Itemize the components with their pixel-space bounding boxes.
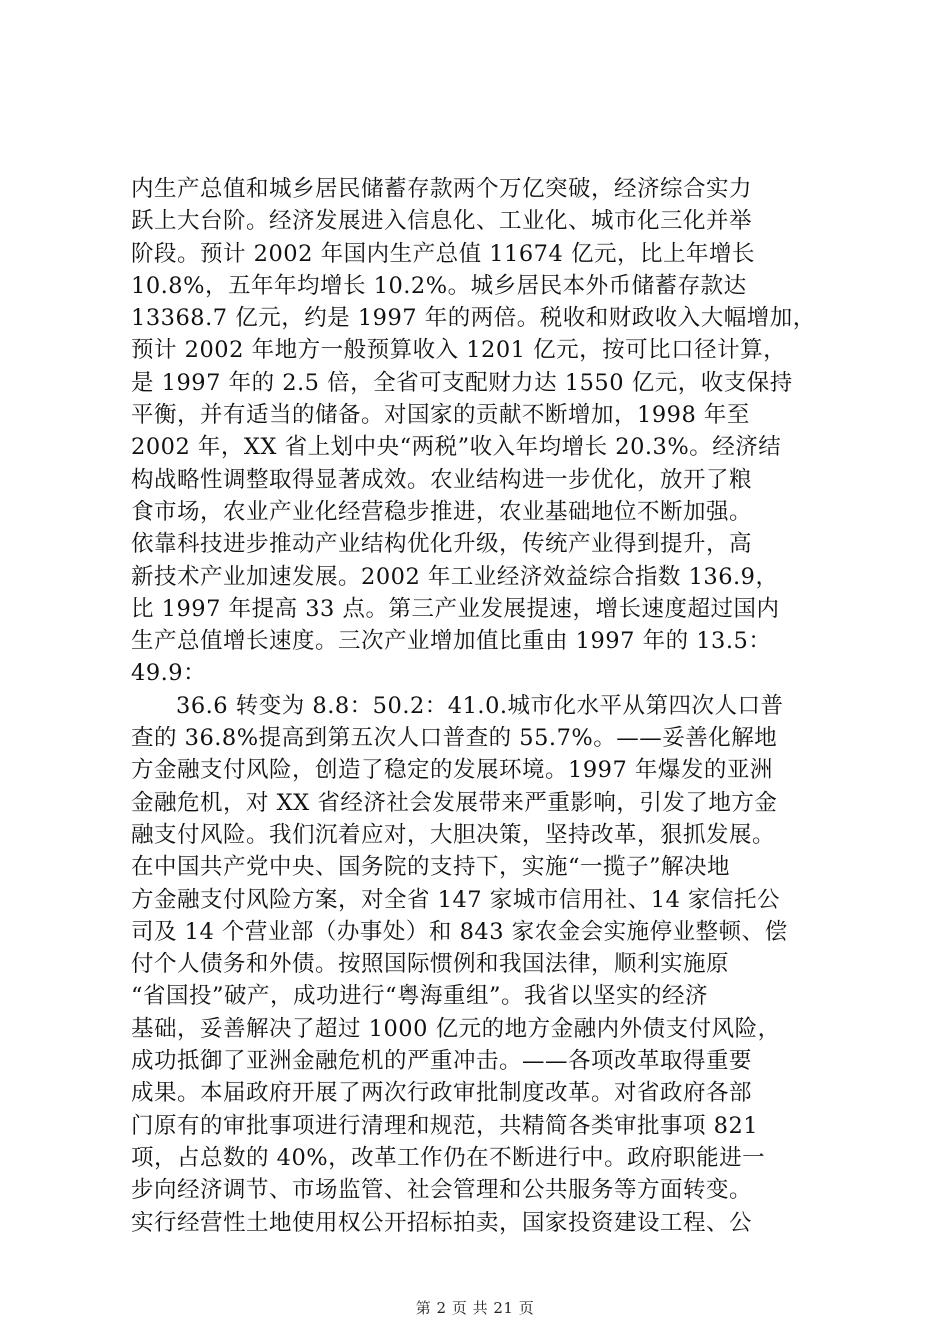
text-line: 2002 年，XX 省上划中央“两税”收入年均增长 20.3%。经济结 — [131, 434, 782, 461]
text-line: 方金融支付风险，创造了稳定的发展环境。1997 年爆发的亚洲 — [131, 757, 773, 784]
text-line: 金融危机，对 XX 省经济社会发展带来严重影响，引发了地方金 — [131, 789, 778, 816]
text-line: 阶段。预计 2002 年国内生产总值 11674 亿元，比上年增长 — [131, 240, 755, 267]
text-line: 预计 2002 年地方一般预算收入 1201 亿元，按可比口径计算， — [131, 337, 787, 364]
text-line: “省国投”破产，成功进行“粤海重组”。我省以坚实的经济 — [131, 983, 709, 1010]
text-line: 平衡，并有适当的储备。对国家的贡献不断增加，1998 年至 — [131, 402, 750, 429]
text-line: 新技术产业加速发展。2002 年工业经济效益综合指数 136.9， — [131, 563, 779, 590]
page-footer: 第 2 页 共 21 页 — [415, 1299, 535, 1317]
text-line: 门原有的审批事项进行清理和规范，共精简各类审批事项 821 — [131, 1112, 759, 1139]
text-line: 食市场，农业产业化经营稳步推进，农业基础地位不断加强。 — [131, 498, 753, 525]
text-line: 依靠科技进步推动产业结构优化升级，传统产业得到提升，高 — [131, 531, 753, 558]
text-line: 查的 36.8%提高到第五次人口普查的 55.7%。——妥善化解地 — [131, 725, 778, 752]
text-line: 49.9： — [131, 660, 207, 687]
text-line: 成功抵御了亚洲金融危机的严重冲击。——各项改革取得重要 — [131, 1048, 753, 1075]
text-line: 基础，妥善解决了超过 1000 亿元的地方金融内外债支付风险， — [131, 1015, 781, 1042]
text-line: 司及 14 个营业部（办事处）和 843 家农金会实施停业整顿、偿 — [131, 918, 788, 945]
text-line: 项，占总数的 40%，改革工作仍在不断进行中。政府职能进一 — [131, 1144, 766, 1171]
text-line: 生产总值增长速度。三次产业增加值比重由 1997 年的 13.5： — [131, 628, 772, 655]
text-line: 在中国共产党中央、国务院的支持下，实施“一揽子”解决地 — [131, 854, 731, 881]
text-line: 步向经济调节、市场监管、社会管理和公共服务等方面转变。 — [131, 1177, 753, 1204]
text-line: 比 1997 年提高 33 点。第三产业发展提速，增长速度超过国内 — [131, 595, 780, 622]
text-line: 融支付风险。我们沉着应对，大胆决策，坚持改革，狠抓发展。 — [131, 821, 776, 848]
text-line: 实行经营性土地使用权公开招标拍卖，国家投资建设工程、公 — [131, 1209, 753, 1236]
text-line: 方金融支付风险方案，对全省 147 家城市信用社、14 家信托公 — [131, 886, 781, 913]
text-line: 是 1997 年的 2.5 倍，全省可支配财力达 1550 亿元，收支保持 — [131, 369, 793, 396]
text-line: 内生产总值和城乡居民储蓄存款两个万亿突破，经济综合实力 — [131, 176, 753, 202]
paragraph-start-line: 36.6 转变为 8.8：50.2：41.0.城市化水平从第四次人口普 — [176, 692, 784, 719]
text-line: 10.8%，五年年均增长 10.2%。城乡居民本外币储蓄存款达 — [131, 272, 747, 299]
text-line: 构战略性调整取得显著成效。农业结构进一步优化，放开了粮 — [131, 466, 753, 493]
text-line: 成果。本届政府开展了两次行政审批制度改革。对省政府各部 — [131, 1080, 753, 1107]
text-line: 跃上大台阶。经济发展进入信息化、工业化、城市化三化并举 — [131, 208, 753, 235]
text-line: 13368.7 亿元，约是 1997 年的两倍。税收和财政收入大幅增加， — [131, 305, 816, 332]
text-line: 付个人债务和外债。按照国际惯例和我国法律，顺利实施原 — [131, 951, 730, 978]
body-text — [131, 173, 831, 1239]
